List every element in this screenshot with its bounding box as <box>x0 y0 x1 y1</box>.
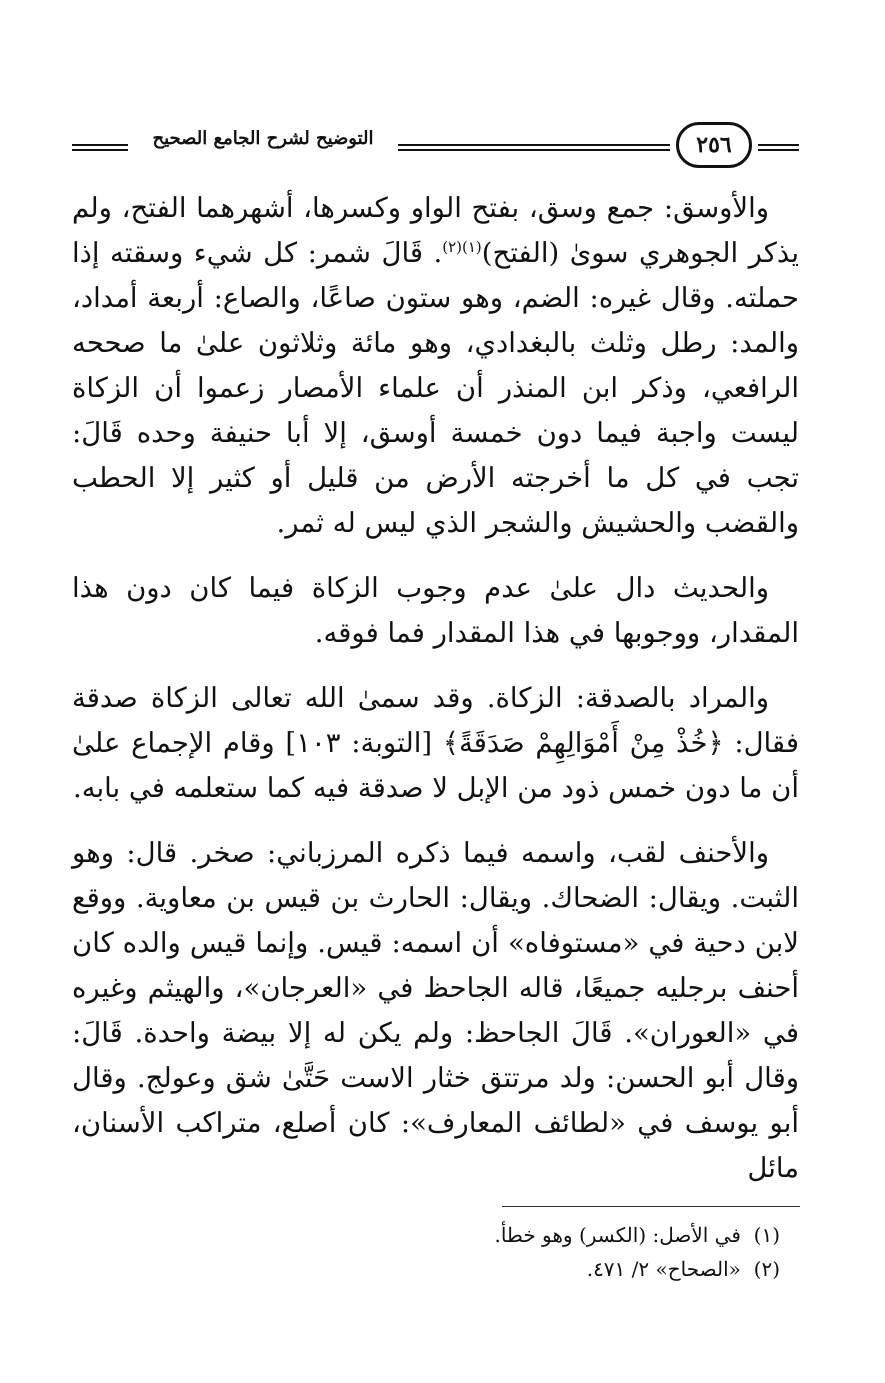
running-title: التوضيح لشرح الجامع الصحيح <box>152 128 374 149</box>
text-line: الرافعي، وذكر ابن المنذر أن علماء الأمصار زعموا أن الزكاة ليست <box>72 372 799 449</box>
text-line: الثبت. ويقال: الضحاك. ويقال: الحارث بن قيس بن معاوية. ووقع <box>72 882 799 914</box>
text-line: [التوبة: ١٠٣] وقام الإجماع علىٰ أن ما دون <box>72 727 799 804</box>
footnote-ref-2[interactable]: (٢) <box>442 237 462 256</box>
text-line: والمراد بالصدقة: الزكاة. وقد سمىٰ الله تعالى الزكاة صدقة فقال: <box>72 682 799 759</box>
footnote-text: «الصحاح» ٢/ ٤٧١. <box>586 1257 741 1281</box>
footnote-divider <box>502 1206 800 1207</box>
text-line: . قَالَ شمر: كل شيء وسقته إذا <box>72 237 443 269</box>
page-number: ٢٥٦ <box>676 122 752 168</box>
text-line: خمس ذود من الإبل لا صدقة فيه كما ستعلمه في بابه. <box>72 772 677 804</box>
main-text <box>72 186 799 1191</box>
quran-quote: ﴿خُذْ مِنْ أَمْوَالِهِمْ صَدَقَةً﴾ <box>442 727 724 759</box>
header-rule-left <box>72 144 128 152</box>
text-line: والأوسق: جمع وسق، بفتح الواو وكسرها، أشهرهما الفتح، ولم <box>72 192 769 224</box>
text-line: يذكر الجوهري سوىٰ (الفتح) <box>481 237 799 269</box>
paragraph-sadaqa <box>72 676 799 811</box>
running-header <box>72 118 799 174</box>
footnotes <box>380 1218 780 1286</box>
text-line: لابن دحية في «مستوفاه» أن اسمه: قيس. وإنما قيس والده كان أحنف <box>72 927 799 1004</box>
footnote-text: في الأصل: (الكسر) وهو خطأ. <box>494 1223 741 1247</box>
paragraph-hadith <box>72 566 799 656</box>
paragraph-ahnaf <box>72 831 799 1191</box>
footnote-number: (١) <box>753 1223 780 1247</box>
text-line: واجبة فيما دون خمسة أوسق، إلا أبا حنيفة وحده قَالَ: تجب في كل <box>72 417 799 494</box>
footnote-2 <box>380 1252 780 1286</box>
text-line: والشجر الذي ليس له ثمر. <box>276 507 573 539</box>
text-line: ما أخرجته الأرض من قليل أو كثير إلا الحطب والقضب والحشيش <box>72 462 799 539</box>
text-line: والأحنف لقب، واسمه فيما ذكره المرزباني: صخر. قال: وهو <box>72 837 769 869</box>
footnote-1 <box>380 1218 780 1252</box>
footnote-number: (٢) <box>753 1257 780 1281</box>
text-line: «العوران». قَالَ الجاحظ: ولم يكن له إلا بيضة واحدة. قَالَ: وقال <box>72 1017 799 1094</box>
footnote-ref-1[interactable]: (١) <box>461 237 482 256</box>
header-rule-right <box>758 144 799 152</box>
text-line: برجليه جميعًا، قاله الجاحظ في «العرجان»، والهيثم وغيره في <box>72 972 799 1049</box>
paragraph-awsuq <box>72 186 799 546</box>
text-line: أبو الحسن: ولد مرتتق خثار الاست حَتَّىٰ شق وعولج. وقال أبو <box>72 1062 800 1139</box>
text-line: يوسف في «لطائف المعارف»: كان أصلع، متراكب الأسنان، مائل <box>72 1107 799 1184</box>
text-line: حملته. وقال غيره: الضم، وهو ستون صاعًا، والصاع: أربعة أمداد، <box>72 282 799 314</box>
text-line: والحديث دال علىٰ عدم وجوب الزكاة فيما كان دون هذا المقدار، <box>72 572 799 649</box>
text-line: والمد: رطل وثلث بالبغدادي، وهو مائة وثلاثون علىٰ ما صححه <box>72 327 799 359</box>
header-rule-middle <box>398 144 670 152</box>
text-line: ووجوبها في هذا المقدار فما فوقه. <box>314 617 701 649</box>
